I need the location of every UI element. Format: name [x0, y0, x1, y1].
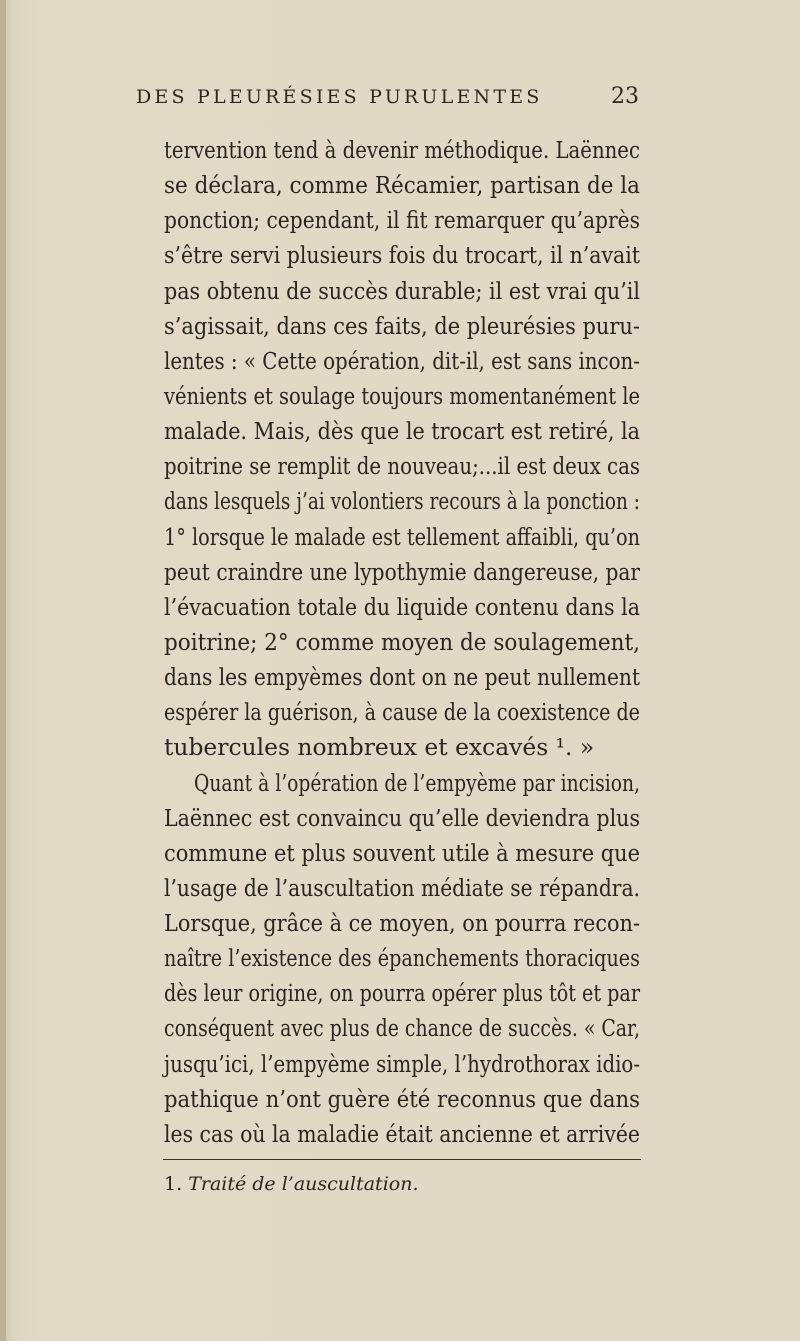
text-line: jusqu’ici, l’empyème simple, l’hydrothorax idio-	[164, 1050, 640, 1078]
page-header	[0, 86, 800, 116]
text-line: les cas où la maladie était ancienne et arrivée	[164, 1120, 640, 1148]
text-line: s’agissait, dans ces faits, de pleurésies puru-	[164, 312, 640, 340]
footnote	[164, 1173, 419, 1195]
page-gutter-shadow	[0, 0, 6, 1341]
text-line: tubercules nombreux et excavés ¹. »	[164, 733, 595, 761]
text-line: poitrine; 2° comme moyen de soulagement,	[164, 628, 640, 656]
text-line: espérer la guérison, à cause de la coexistence de	[164, 698, 640, 726]
text-line: l’usage de l’auscultation médiate se répandra.	[164, 874, 640, 902]
text-line: naître l’existence des épanchements thoraciques	[164, 944, 640, 972]
text-line: dans lesquels j’ai volontiers recours à la ponction :	[164, 487, 640, 515]
text-line: tervention tend à devenir méthodique. Laënnec	[164, 136, 640, 164]
text-line: 1° lorsque le malade est tellement affaibli, qu’on	[164, 523, 640, 551]
running-title: DES PLEURÉSIES PURULENTES	[136, 86, 543, 108]
text-line: malade. Mais, dès que le trocart est retiré, la	[164, 417, 640, 445]
text-line: Quant à l’opération de l’empyème par incision,	[194, 769, 640, 797]
text-line: poitrine se remplit de nouveau;...il est deux cas	[164, 452, 640, 480]
text-line: vénients et soulage toujours momentanément le	[164, 382, 640, 410]
text-line: pathique n’ont guère été reconnus que dans	[164, 1085, 640, 1113]
text-line: commune et plus souvent utile à mesure que	[164, 839, 640, 867]
text-line: pas obtenu de succès durable; il est vrai qu’il	[164, 277, 640, 305]
text-line: Lorsque, grâce à ce moyen, on pourra recon-	[164, 909, 640, 937]
text-line: se déclara, comme Récamier, partisan de la	[164, 171, 640, 199]
text-line: lentes : « Cette opération, dit-il, est sans incon-	[164, 347, 640, 375]
text-line: l’évacuation totale du liquide contenu dans la	[164, 593, 640, 621]
text-line: peut craindre une lypothymie dangereuse, par	[164, 558, 640, 586]
footnote-number: 1.	[164, 1173, 183, 1195]
text-line: Laënnec est convaincu qu’elle deviendra plus	[164, 804, 640, 832]
text-line: s’être servi plusieurs fois du trocart, il n’avait	[164, 241, 640, 269]
footnote-text: Traité de l’auscultation.	[188, 1173, 419, 1195]
text-line: ponction; cependant, il fit remarquer qu’après	[164, 206, 640, 234]
text-line: conséquent avec plus de chance de succès. « Car,	[164, 1014, 640, 1042]
text-line: dès leur origine, on pourra opérer plus tôt et par	[164, 979, 640, 1007]
page-number: 23	[611, 84, 639, 109]
footnote-rule	[163, 1159, 641, 1160]
text-line: dans les empyèmes dont on ne peut nullement	[164, 663, 640, 691]
